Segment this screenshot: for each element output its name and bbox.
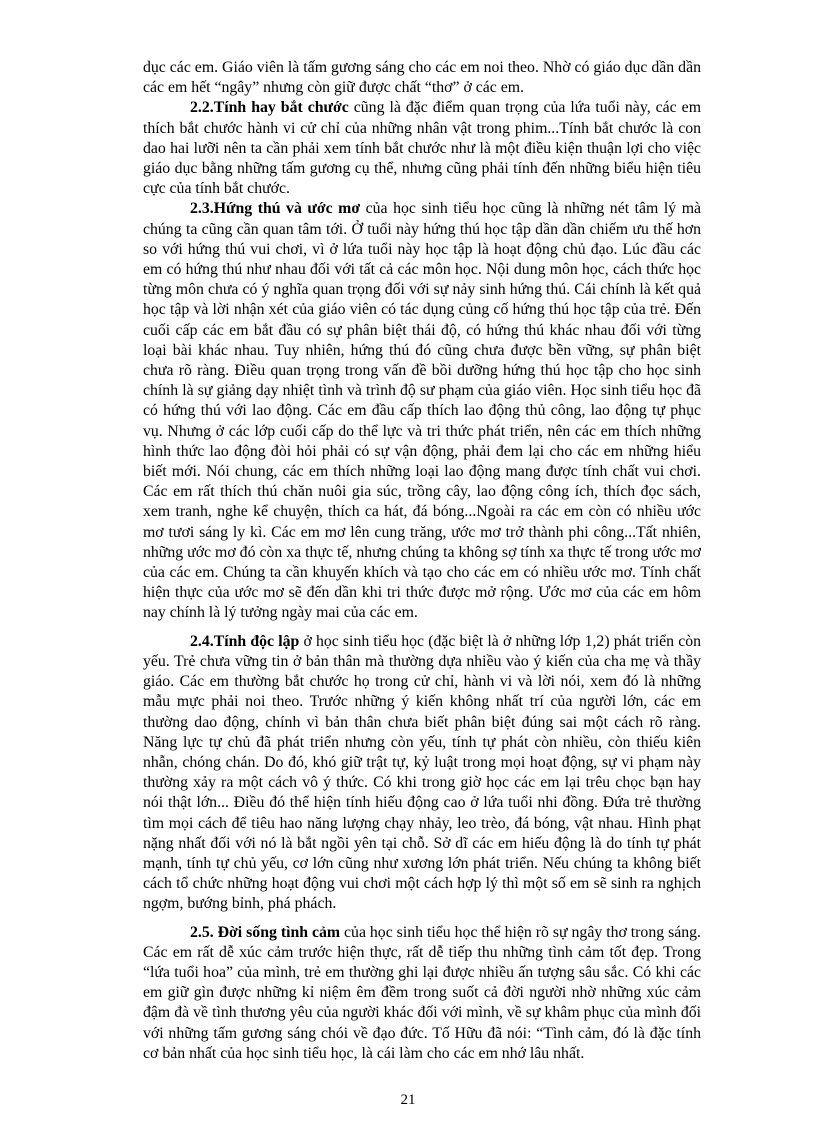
- paragraph-interests-dreams: [143, 199, 701, 623]
- paragraph-imitation: [143, 98, 701, 199]
- paragraph-text: của học sinh tiểu học thể hiện rõ sự ngây thơ trong sáng. Các em rất dễ xúc cảm trước hiện thực, rất dễ tiếp thu những tình cảm tốt đẹp. Trong “lứa tuổi hoa” của mình, trẻ em thường ghi lại được nhiều ấn tượng sâu sắc. Có khi các em giữ gìn được những kỉ niệm êm đềm trong suốt cả đời người nhờ những xúc cảm đậm đà về tình thương yêu của người khác đối với mình, về sự khâm phục của mình đối với những tấm gương sáng chói về đạo đức. Tố Hữu đã nói: “Tình cảm, đó là đặc tính cơ bản nhất của học sinh tiểu học, là cái làm cho các em nhớ lâu nhất.: [143, 923, 701, 1062]
- body-text: [143, 58, 701, 1064]
- paragraph-text: ở học sinh tiểu học (đặc biệt là ở những lớp 1,2) phát triển còn yếu. Trẻ chưa vững tin ở bản thân mà thường dựa nhiều vào ý kiến của cha mẹ và thầy giáo. Các em thường bắt chước họ trong cử chỉ, hành vi và lời nói, xem đó là những mẫu mực phải noi theo. Trước những ý kiến không nhất trí của người lớn, các em thường dao động, chính vì bản thân chưa biết phân biệt đúng sai một cách rõ ràng. Năng lực tự chủ đã phát triển nhưng còn yếu, tính tự phát còn nhiều, còn thiếu kiên nhẫn, chóng chán. Do đó, khó giữ trật tự, kỷ luật trong mọi hoạt động, sự vi phạm này thường xảy ra một cách vô ý thức. Có khi trong giờ học các em lại trêu chọc bạn hay nói thật lớn... Điều đó thể hiện tính hiếu động cao ở lứa tuổi nhi đồng. Đứa trẻ thường tìm mọi cách để tiêu hao năng lượng chạy nhảy, leo trèo, đá bóng, vật nhau. Hình phạt nặng nhất đối với nó là bắt ngồi yên tại chỗ. Sở dĩ các em hiếu động là do tính tự phát mạnh, tính tự chủ yếu, cơ lớn cũng như xương lớn phát triển. Nếu chúng ta không biết cách tổ chức những hoạt động vui chơi một cách hợp lý thì một số em sẽ sinh ra nghịch ngợm, bướng bỉnh, phá phách.: [143, 632, 702, 913]
- section-heading-2-4: 2.4.Tính độc lập: [190, 632, 300, 650]
- section-heading-2-5: 2.5. Đời sống tình cảm: [190, 923, 341, 941]
- paragraph-independence: [143, 632, 701, 915]
- paragraph-text: dục các em. Giáo viên là tấm gương sáng cho các em noi theo. Nhờ có giáo dục dần dần các em hết “ngây” nhưng còn giữ được chất “thơ” ở các em.: [143, 59, 701, 97]
- page-number: 21: [400, 1092, 416, 1108]
- paragraph-intro-continuation: [143, 58, 701, 98]
- section-heading-2-3: 2.3.Hứng thú và ước mơ: [190, 200, 361, 218]
- section-heading-2-2: 2.2.Tính hay bắt chước: [190, 99, 349, 117]
- paragraph-emotional-life: [143, 923, 701, 1064]
- paragraph-text: cũng là đặc điểm quan trọng của lứa tuổi này, các em thích bắt chước hành vi cử chỉ của những nhân vật trong phim...Tính bắt chước là con dao hai lưỡi nên ta cần phải xem tính bắt chước như là một điều kiện thuận lợi cho việc giáo dục bằng những tấm gương cụ thể, nhưng cũng phải tính đến những biểu hiện tiêu cực của tính bắt chước.: [143, 99, 701, 198]
- paragraph-text: của học sinh tiểu học cũng là những nét tâm lý mà chúng ta cũng cần quan tâm tới. Ở tuổi này hứng thú học tập dần dần chiếm ưu thế hơn so với hứng thú vui chơi, vì ở lứa tuổi này học tập là hoạt động chủ đạo. Lúc đầu các em có hứng thú như nhau đối với tất cả các môn học. Nội dung môn học, cách thức học từng môn chưa có ý nghĩa quan trọng đối với sự nảy sinh hứng thú. Cái chính là kết quả học tập và lời nhận xét của giáo viên có tác dụng củng cố hứng thú học tập của trẻ. Đến cuối cấp các em bắt đầu có sự phân biệt thái độ, có hứng thú khác nhau đối với từng loại bài khác nhau. Tuy nhiên, hứng thú đó cũng chưa được bền vững, sự phân biệt chưa rõ ràng. Điều quan trọng trong vấn đề bồi dưỡng hứng thú học tập cho học sinh chính là sự giảng dạy nhiệt tình và trình độ sư phạm của giáo viên. Học sinh tiểu học đã có hứng thú với lao động. Các em đầu cấp thích lao động thủ công, lao động tự phục vụ. Nhưng ở các lớp cuối cấp do thể lực và tri thức phát triển, nên các em thích những hình thức lao động đòi hỏi phải có sự vận động, phải đem lại cho các em những hiểu biết mới. Nói chung, các em thích những loại lao động mang được tính chất vui chơi. Các em rất thích thú chăn nuôi gia súc, trồng cây, lao động công ích, thích đọc sách, xem tranh, nghe kể chuyện, thích ca hát, đá bóng...Ngoài ra các em còn có nhiều ước mơ tươi sáng ly kì. Các em mơ lên cung trăng, ước mơ trở thành phi công...Tất nhiên, những ước mơ đó còn xa thực tế, nhưng chúng ta không sợ tính xa thực tế trong ước mơ của các em. Chúng ta cần khuyến khích và tạo cho các em có nhiều ước mơ. Tính chất hiện thực của ước mơ sẽ đến dần khi tri thức được mở rộng. Ước mơ của các em hôm nay chính là lý tưởng ngày mai của các em.: [143, 200, 701, 622]
